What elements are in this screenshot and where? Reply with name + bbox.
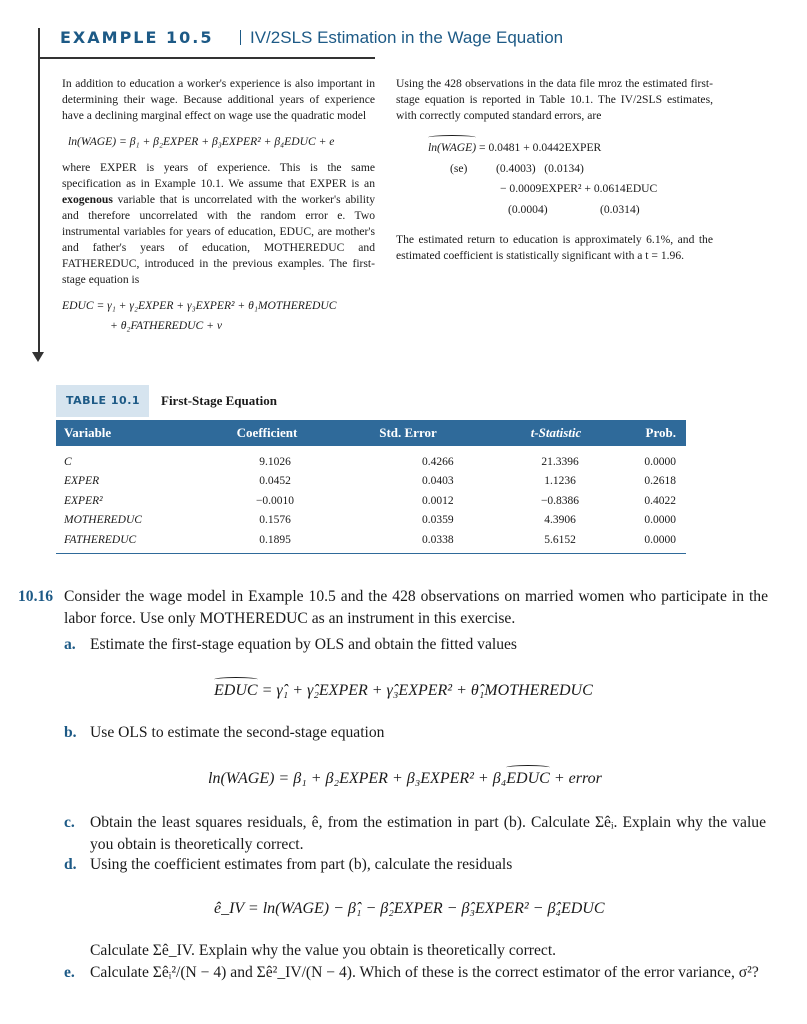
col-header-prob: Prob. xyxy=(616,420,686,446)
table-cell: 0.4266 xyxy=(422,455,454,468)
table-cell: 0.1576 xyxy=(259,514,291,527)
example-right-column xyxy=(396,76,713,264)
table-cell: C xyxy=(64,455,72,468)
table-cell: 0.1895 xyxy=(214,530,320,553)
table-title: First-Stage Equation xyxy=(161,393,277,408)
right-paragraph-2: The estimated return to education is approximately 6.1%, and the estimated coefficient is statistically significant with a t = 1.96. xyxy=(396,233,713,262)
table-cell: 0.0000 xyxy=(644,514,676,527)
left-paragraph-2: where EXPER is years of experience. This is the same specification as in Example 10.1. We assume that EXPER is an exogenous variable that is uncorrelated with the worker's ability and therefore uncorrelated with the random error e. Two instrumental variables for years of education, EDUC, are mother's and father's years of education, MOTHEREDUC and FATHEREDUC, introduced in the previous examples. The first-stage equation is xyxy=(62,161,375,286)
table-row xyxy=(56,491,686,511)
table-cell: 0.0359 xyxy=(422,514,454,527)
table-cell: MOTHEREDUC xyxy=(64,514,142,527)
table-header-row xyxy=(56,420,686,446)
table-cell: 9.1026 xyxy=(259,455,291,468)
table-cell: 21.3396 xyxy=(541,455,579,468)
table-cell: FATHEREDUC xyxy=(56,530,214,553)
table-cell: EXPER xyxy=(64,475,100,488)
model-equation: ln(WAGE) = β₁ + β₂EXPER + β₃EXPER² + β₄EDUC + e xyxy=(68,135,335,148)
col-header-coefficient: Coefficient xyxy=(214,420,320,446)
right-paragraph-1: Using the 428 observations in the data file mroz the estimated first-stage equation is reported in Table 10.1. The IV/2SLS estimates, with correctly computed standard errors, are xyxy=(396,77,713,122)
table-row xyxy=(56,472,686,492)
table-cell: 0.0338 xyxy=(320,530,496,553)
first-stage-equation: EDUC = γ₁ + γ₂EXPER + γ₃EXPER² + θ₁MOTHEREDUC + θ₂FATHEREDUC + v xyxy=(62,299,337,332)
first-stage-table xyxy=(56,420,686,554)
table-cell: 5.6152 xyxy=(496,530,616,553)
arrow-down-icon xyxy=(32,352,44,362)
table-cell: 0.0000 xyxy=(644,455,676,468)
example-label: EXAMPLE 10.5 xyxy=(60,28,214,47)
left-paragraph-1: In addition to education a worker's experience is also important in determining their wage. Because additional years of experience have a declining marginal effect on wage use the quadratic model xyxy=(62,77,375,122)
table-cell: 0.0452 xyxy=(259,475,291,488)
col-header-variable: Variable xyxy=(56,420,214,446)
exercise-number: 10.16 xyxy=(18,588,54,605)
part-d-equation: ê_IV = ln(WAGE) − β̂₁ − β̂₂EXPER − β̂₃EXPER² − β̂₄EDUC xyxy=(214,900,605,917)
example-margin-line xyxy=(38,28,40,358)
example-rule xyxy=(40,57,375,59)
table-row xyxy=(56,446,686,472)
table-cell: EXPER² xyxy=(64,494,103,507)
example-title: IV/2SLS Estimation in the Wage Equation xyxy=(250,28,564,47)
table-cell: 1.1236 xyxy=(544,475,576,488)
table-cell: 0.0000 xyxy=(616,530,686,553)
table-cell: −0.8386 xyxy=(540,494,580,507)
part-a-equation: EDUC = γ̂₁ + γ̂₂EXPER + γ̂₃EXPER² + θ̂₁MOTHEREDUC xyxy=(214,680,593,702)
col-header-t-statistic: t-Statistic xyxy=(496,420,616,446)
header-divider xyxy=(240,30,241,45)
exercise-intro: Consider the wage model in Example 10.5 and the 428 observations on married women who participate in the labor force. Use only MOTHEREDUC as an instrument in this exercise. xyxy=(64,588,768,627)
table-cell: 0.2618 xyxy=(644,475,676,488)
table-cell: 4.3906 xyxy=(544,514,576,527)
col-header-std-error: Std. Error xyxy=(320,420,496,446)
table-label: TABLE 10.1 xyxy=(66,394,141,407)
table-cell: −0.0010 xyxy=(255,494,295,507)
iv-estimates: ln(WAGE) = 0.0481 + 0.0442EXPER (se) (0.4003) (0.0134) − 0.0009EXPER² + 0.0614EDUC (0.0004) (0.0314) xyxy=(428,138,713,220)
part-b-equation: ln(WAGE) = β₁ + β₂EXPER + β₃EXPER² + β₄EDUC + error xyxy=(208,768,602,790)
table-row xyxy=(56,530,686,553)
table-cell: 0.0012 xyxy=(422,494,454,507)
example-header xyxy=(38,28,787,54)
example-left-column xyxy=(62,76,375,334)
table-cell: 0.0403 xyxy=(422,475,454,488)
table-label-box xyxy=(56,385,149,417)
table-row xyxy=(56,511,686,531)
table-cell: 0.4022 xyxy=(644,494,676,507)
